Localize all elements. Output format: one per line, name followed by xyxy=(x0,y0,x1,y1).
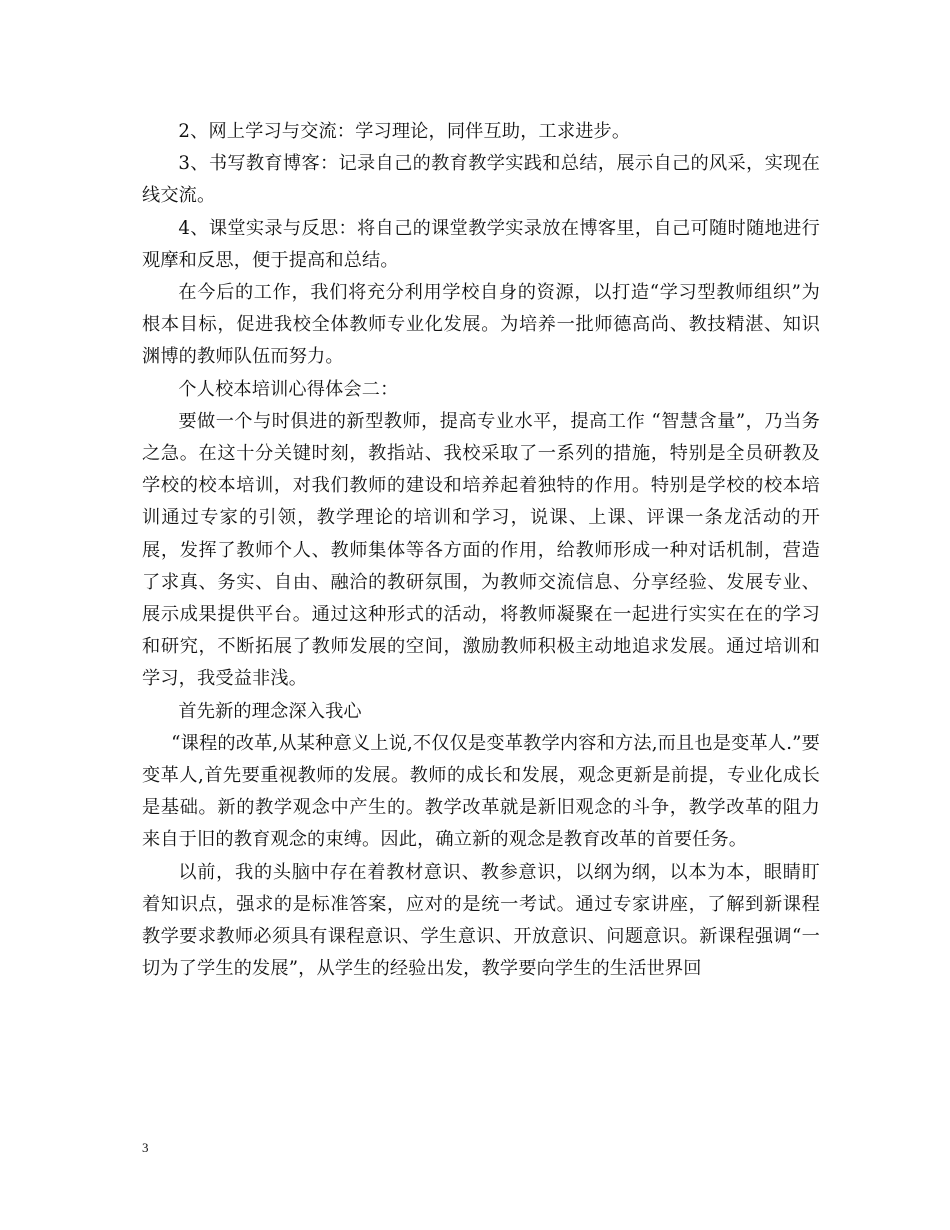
section-heading-experience-two: 个人校本培训心得体会二： xyxy=(178,378,399,400)
paragraph-past-practice: 以前，我的头脑中存在着教材意识、教参意识，以纲为纲，以本为本，眼睛盯着知识点，强求的是标准答案，应对的是统一考试。通过专家讲座，了解到新课程教学要求教师必须具有课程意识、学生意识、开放意识、问题意识。新课程强调“一切为了学生的发展”，从学生的经验出发，教学要向学生的生活世界回 xyxy=(142,861,820,980)
paragraph-new-teacher: 要做一个与时俱进的新型教师，提高专业水平，提高工作 “智慧含量”，乃当务之急。在这十分关键时刻，教指站、我校采取了一系列的措施，特别是全员研教及学校的校本培训，对我们教师的建设和培养起着独特的作用。特别是学校的校本培训通过专家的引领，教学理论的培训和学习，说课、上课、评课一条龙活动的开展，发挥了教师个人、教师集体等各方面的作用，给教师形成一种对话机制，营造了求真、务实、自由、融洽的教研氛围，为教师交流信息、分享经验、发展专业、展示成果提供平台。通过这种形式的活动，将教师凝聚在一起进行实实在在的学习和研究，不断拓展了教师发展的空间，激励教师积极主动地追求发展。通过培训和学习，我受益非浅。 xyxy=(142,410,820,690)
paragraph-classroom-reflection: 4、课堂实录与反思：将自己的课堂教学实录放在博客里，自己可随时随地进行观摩和反思，便于提高和总结。 xyxy=(142,217,820,271)
paragraph-online-learning: 2、网上学习与交流：学习理论，同伴互助，工求进步。 xyxy=(178,121,631,142)
section-heading-new-ideas: 首先新的理念深入我心 xyxy=(178,700,362,722)
paragraph-curriculum-reform: “课程的改革,从某种意义上说,不仅仅是变革教学内容和方法,而且也是变革人.”要变革人,首先要重视教师的发展。教师的成长和发展，观念更新是前提，专业化成长是基础。新的教学观念中产生的。教学改革就是新旧观念的斗争，教学改革的阻力来自于旧的教育观念的束缚。因此，确立新的观念是教育改革的首要任务。 xyxy=(142,732,820,851)
paragraph-future-work: 在今后的工作，我们将充分利用学校自身的资源，以打造“学习型教师组织”为根本目标，促进我校全体教师专业化发展。为培养一批师德高尚、教技精湛、知识渊博的教师队伍而努力。 xyxy=(142,282,820,368)
paragraph-education-blog: 3、书写教育博客：记录自己的教育教学实践和总结，展示自己的风采，实现在线交流。 xyxy=(142,153,820,207)
page-number: 3 xyxy=(142,1140,149,1155)
document-body xyxy=(142,116,820,985)
